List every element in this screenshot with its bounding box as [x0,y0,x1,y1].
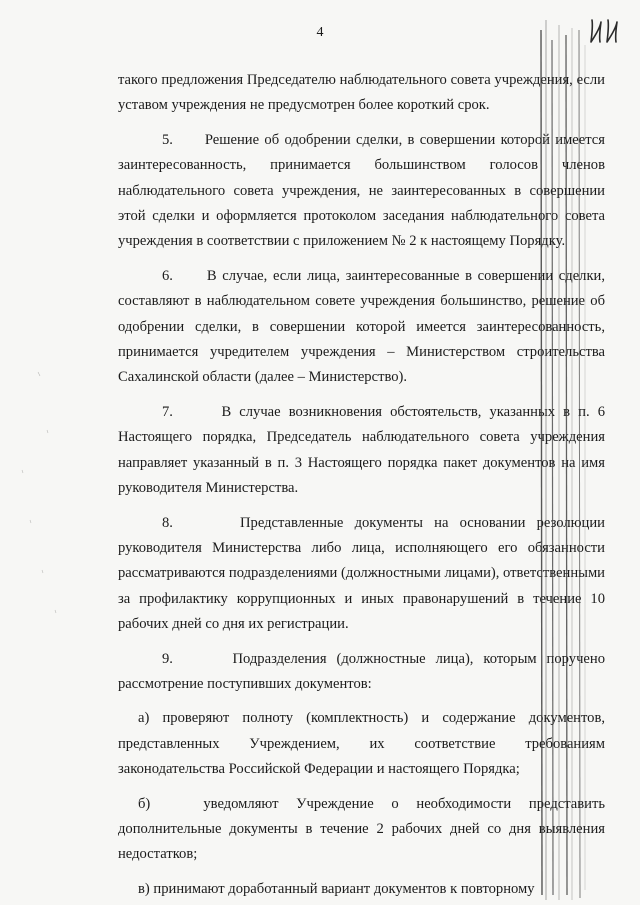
subitem-b: б) уведомляют Учреждение о необходимости представить дополнительные документы в течение 2 рабочих дней со дня выявления недостатков; [118,795,605,863]
handwritten-page-mark [586,12,626,46]
document-body [118,68,605,905]
paragraph-item-6: 6. В случае, если лица, заинтересованные в совершении сделки, составляют в наблюдательном совете учреждения большинство, решение об одобрении сделки, в совершении которой имеется заинтересованность, принимается учредителем учреждения – Министерством строительства Сахалинской области (далее – Министерство). [118,267,605,386]
paragraph-item-9: 9. Подразделения (должностные лица), которым поручено рассмотрение поступивших документов: [118,650,605,692]
page-number: 4 [316,25,324,40]
paragraph-item-5: 5. Решение об одобрении сделки, в совершении которой имеется заинтересованность, принимается большинством голосов членов наблюдательного совета учреждения, не заинтересованных в совершении этой сделки и оформляется протоколом заседания наблюдательного совета учреждения в соответствии с приложением № 2 к настоящему Порядку. [118,131,605,250]
subitem-v: в) принимают доработанный вариант документов к повторному [138,880,535,897]
paragraph-item-8: 8. Представленные документы на основании резолюции руководителя Министерства либо лица, исполняющего его обязанности рассматриваются подразделениями (должностными лицами), ответственными за профилактику коррупционных и иных правонарушений в течение 10 рабочих дней со дня их регистрации. [118,514,605,633]
paragraph-continuation: такого предложения Председателю наблюдательного совета учреждения, если уставом учреждения не предусмотрен более короткий срок. [118,72,605,114]
paragraph-item-7: 7. В случае возникновения обстоятельств, указанных в п. 6 Настоящего порядка, Председатель наблюдательного совета учреждения направляет указанный в п. 3 Настоящего порядка пакет документов на имя руководителя Министерства. [118,403,605,497]
subitem-a: а) проверяют полноту (комплектность) и содержание документов, представленных Учреждением, их соответствие требованиям законодательства Российской Федерации и настоящего Порядка; [118,710,605,778]
